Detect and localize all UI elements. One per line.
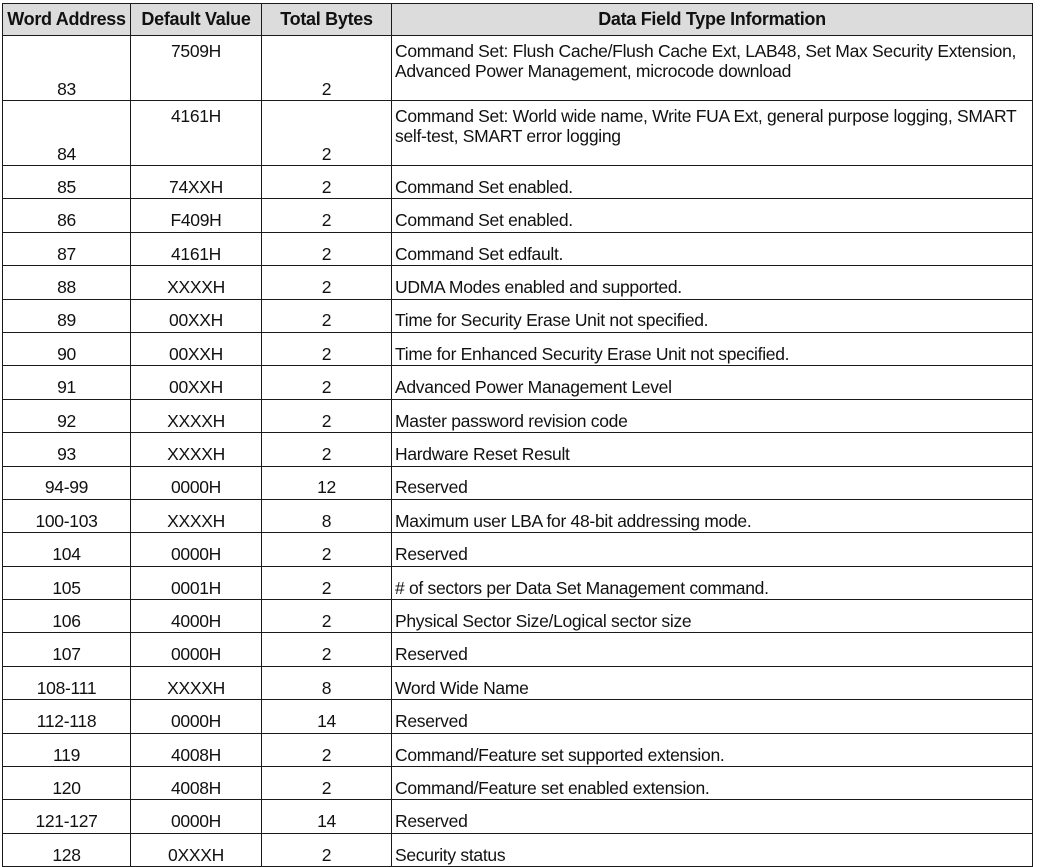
- cell-data-field-info: Command/Feature set supported extension.: [392, 733, 1033, 766]
- cell-word-address: 87: [3, 232, 131, 265]
- cell-total-bytes: 2: [262, 36, 392, 101]
- cell-total-bytes: 2: [262, 600, 392, 633]
- table-row: [3, 366, 1033, 399]
- cell-default-value: 0000H: [131, 700, 262, 733]
- cell-word-address: 119: [3, 733, 131, 766]
- table-header-row: [3, 4, 1033, 36]
- cell-total-bytes: 8: [262, 499, 392, 532]
- cell-total-bytes: 14: [262, 700, 392, 733]
- cell-default-value: XXXXH: [131, 666, 262, 699]
- cell-default-value: 4161H: [131, 101, 262, 166]
- cell-default-value: 4000H: [131, 600, 262, 633]
- table-row: [3, 566, 1033, 599]
- cell-word-address: 112-118: [3, 700, 131, 733]
- cell-word-address: 83: [3, 36, 131, 101]
- table-row: [3, 833, 1033, 866]
- cell-word-address: 104: [3, 533, 131, 566]
- cell-total-bytes: 2: [262, 199, 392, 232]
- identify-data-table: [2, 3, 1033, 867]
- cell-data-field-info: Reserved: [392, 633, 1033, 666]
- cell-total-bytes: 2: [262, 566, 392, 599]
- cell-data-field-info: Master password revision code: [392, 399, 1033, 432]
- cell-word-address: 93: [3, 433, 131, 466]
- table-row: [3, 266, 1033, 299]
- cell-default-value: 0000H: [131, 633, 262, 666]
- cell-total-bytes: 2: [262, 266, 392, 299]
- cell-data-field-info: Time for Security Erase Unit not specified.: [392, 299, 1033, 332]
- cell-data-field-info: Maximum user LBA for 48-bit addressing mode.: [392, 499, 1033, 532]
- table-row: [3, 166, 1033, 199]
- header-word-address: Word Address: [3, 4, 131, 36]
- cell-data-field-info: Command Set enabled.: [392, 199, 1033, 232]
- cell-default-value: 4161H: [131, 232, 262, 265]
- cell-total-bytes: 2: [262, 299, 392, 332]
- cell-default-value: 0000H: [131, 533, 262, 566]
- table-row: [3, 101, 1033, 166]
- cell-total-bytes: 2: [262, 533, 392, 566]
- table-row: [3, 332, 1033, 365]
- cell-data-field-info: Reserved: [392, 700, 1033, 733]
- cell-data-field-info: Reserved: [392, 466, 1033, 499]
- cell-word-address: 84: [3, 101, 131, 166]
- cell-data-field-info: Word Wide Name: [392, 666, 1033, 699]
- cell-default-value: XXXXH: [131, 266, 262, 299]
- cell-total-bytes: 2: [262, 733, 392, 766]
- cell-total-bytes: 12: [262, 466, 392, 499]
- header-default-value: Default Value: [131, 4, 262, 36]
- header-total-bytes: Total Bytes: [262, 4, 392, 36]
- cell-default-value: XXXXH: [131, 399, 262, 432]
- cell-word-address: 94-99: [3, 466, 131, 499]
- cell-total-bytes: 2: [262, 232, 392, 265]
- cell-word-address: 105: [3, 566, 131, 599]
- cell-default-value: 7509H: [131, 36, 262, 101]
- cell-word-address: 100-103: [3, 499, 131, 532]
- cell-word-address: 107: [3, 633, 131, 666]
- cell-data-field-info: Reserved: [392, 800, 1033, 833]
- header-data-field-info: Data Field Type Information: [392, 4, 1033, 36]
- cell-data-field-info: Hardware Reset Result: [392, 433, 1033, 466]
- cell-data-field-info: Advanced Power Management Level: [392, 366, 1033, 399]
- table-row: [3, 299, 1033, 332]
- table-row: [3, 199, 1033, 232]
- table-row: [3, 466, 1033, 499]
- table-row: [3, 600, 1033, 633]
- cell-default-value: 0XXXH: [131, 833, 262, 866]
- table-row: [3, 633, 1033, 666]
- cell-data-field-info: # of sectors per Data Set Management command.: [392, 566, 1033, 599]
- table-row: [3, 666, 1033, 699]
- cell-default-value: 4008H: [131, 767, 262, 800]
- cell-total-bytes: 2: [262, 366, 392, 399]
- table-row: [3, 433, 1033, 466]
- cell-word-address: 128: [3, 833, 131, 866]
- cell-total-bytes: 2: [262, 332, 392, 365]
- cell-data-field-info: UDMA Modes enabled and supported.: [392, 266, 1033, 299]
- table-row: [3, 767, 1033, 800]
- cell-total-bytes: 2: [262, 166, 392, 199]
- cell-default-value: F409H: [131, 199, 262, 232]
- table-row: [3, 700, 1033, 733]
- cell-default-value: 00XXH: [131, 332, 262, 365]
- cell-word-address: 90: [3, 332, 131, 365]
- cell-data-field-info: Command Set: Flush Cache/Flush Cache Ext, LAB48, Set Max Security Extension, Advanced Power Management, microcode download: [392, 36, 1033, 101]
- table-row: [3, 533, 1033, 566]
- cell-default-value: 74XXH: [131, 166, 262, 199]
- cell-data-field-info: Reserved: [392, 533, 1033, 566]
- cell-word-address: 85: [3, 166, 131, 199]
- table-row: [3, 800, 1033, 833]
- cell-data-field-info: Command Set enabled.: [392, 166, 1033, 199]
- cell-data-field-info: Time for Enhanced Security Erase Unit not specified.: [392, 332, 1033, 365]
- table-row: [3, 232, 1033, 265]
- cell-default-value: 00XXH: [131, 366, 262, 399]
- cell-data-field-info: Command/Feature set enabled extension.: [392, 767, 1033, 800]
- cell-word-address: 120: [3, 767, 131, 800]
- cell-total-bytes: 2: [262, 433, 392, 466]
- cell-word-address: 86: [3, 199, 131, 232]
- cell-word-address: 121-127: [3, 800, 131, 833]
- table-row: [3, 36, 1033, 101]
- cell-data-field-info: Physical Sector Size/Logical sector size: [392, 600, 1033, 633]
- cell-default-value: 4008H: [131, 733, 262, 766]
- cell-data-field-info: Command Set: World wide name, Write FUA Ext, general purpose logging, SMART self-test, SMART error logging: [392, 101, 1033, 166]
- cell-default-value: 0001H: [131, 566, 262, 599]
- cell-word-address: 88: [3, 266, 131, 299]
- cell-default-value: 00XXH: [131, 299, 262, 332]
- cell-word-address: 92: [3, 399, 131, 432]
- cell-default-value: 0000H: [131, 800, 262, 833]
- cell-default-value: 0000H: [131, 466, 262, 499]
- cell-total-bytes: 2: [262, 767, 392, 800]
- cell-total-bytes: 8: [262, 666, 392, 699]
- table-row: [3, 733, 1033, 766]
- table-row: [3, 399, 1033, 432]
- cell-total-bytes: 14: [262, 800, 392, 833]
- cell-data-field-info: Security status: [392, 833, 1033, 866]
- cell-word-address: 89: [3, 299, 131, 332]
- cell-data-field-info: Command Set edfault.: [392, 232, 1033, 265]
- cell-default-value: XXXXH: [131, 499, 262, 532]
- cell-word-address: 108-111: [3, 666, 131, 699]
- cell-total-bytes: 2: [262, 101, 392, 166]
- table-row: [3, 499, 1033, 532]
- cell-total-bytes: 2: [262, 633, 392, 666]
- cell-total-bytes: 2: [262, 833, 392, 866]
- cell-total-bytes: 2: [262, 399, 392, 432]
- cell-word-address: 106: [3, 600, 131, 633]
- cell-default-value: XXXXH: [131, 433, 262, 466]
- cell-word-address: 91: [3, 366, 131, 399]
